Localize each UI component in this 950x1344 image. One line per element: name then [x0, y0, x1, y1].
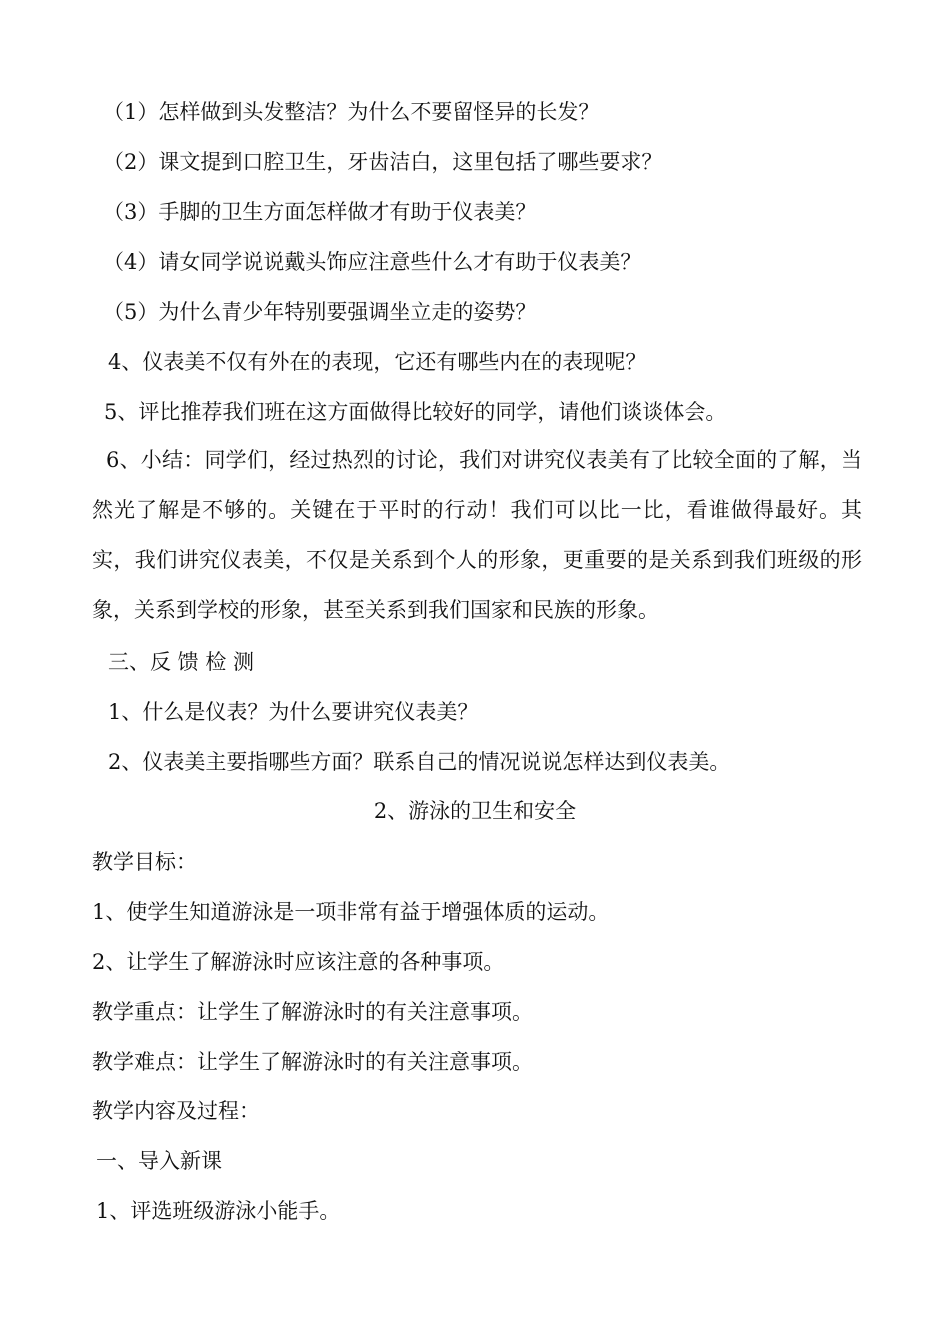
item-4: 4、仪表美不仅有外在的表现，它还有哪些内在的表现呢？ [108, 350, 647, 374]
section-intro-heading: 一、导入新课 [96, 1149, 222, 1173]
process-heading: 教学内容及过程： [92, 1099, 260, 1123]
difficulty: 教学难点：让学生了解游泳时的有关注意事项。 [92, 1050, 533, 1074]
goals-heading: 教学目标： [92, 850, 197, 874]
check-item-1: 1、什么是仪表？为什么要讲究仪表美？ [108, 700, 479, 724]
item-5: 5、评比推荐我们班在这方面做得比较好的同学，请他们谈谈体会。 [104, 400, 727, 424]
key-point: 教学重点：让学生了解游泳时的有关注意事项。 [92, 1000, 533, 1024]
question-3: （3）手脚的卫生方面怎样做才有助于仪表美？ [103, 200, 537, 224]
lesson-title: 2、游泳的卫生和安全 [373, 799, 577, 823]
question-2: （2）课文提到口腔卫生，牙齿洁白，这里包括了哪些要求？ [103, 150, 663, 174]
question-4: （4）请女同学说说戴头饰应注意些什么才有助于仪表美？ [103, 250, 642, 274]
goal-2: 2、让学生了解游泳时应该注意的各种事项。 [92, 950, 505, 974]
question-1: （1）怎样做到头发整洁？为什么不要留怪异的长发？ [103, 100, 600, 124]
check-item-2: 2、仪表美主要指哪些方面？联系自己的情况说说怎样达到仪表美。 [108, 750, 731, 774]
intro-item-1: 1、评选班级游泳小能手。 [96, 1199, 341, 1223]
summary-paragraph: 6、小结：同学们，经过热烈的讨论，我们对讲究仪表美有了比较全面的了解，当然光了解是不够的。关键在于平时的行动！我们可以比一比，看谁做得最好。其实，我们讲究仪表美，不仅是关系到个人的形象，更重要的是关系到我们班级的形象，关系到学校的形象，甚至关系到我们国家和民族的形象。 [92, 448, 862, 622]
question-5: （5）为什么青少年特别要强调坐立走的姿势？ [103, 300, 537, 324]
section-feedback-heading: 三、反 馈 检 测 [108, 650, 255, 674]
goal-1: 1、使学生知道游泳是一项非常有益于增强体质的运动。 [92, 900, 610, 924]
